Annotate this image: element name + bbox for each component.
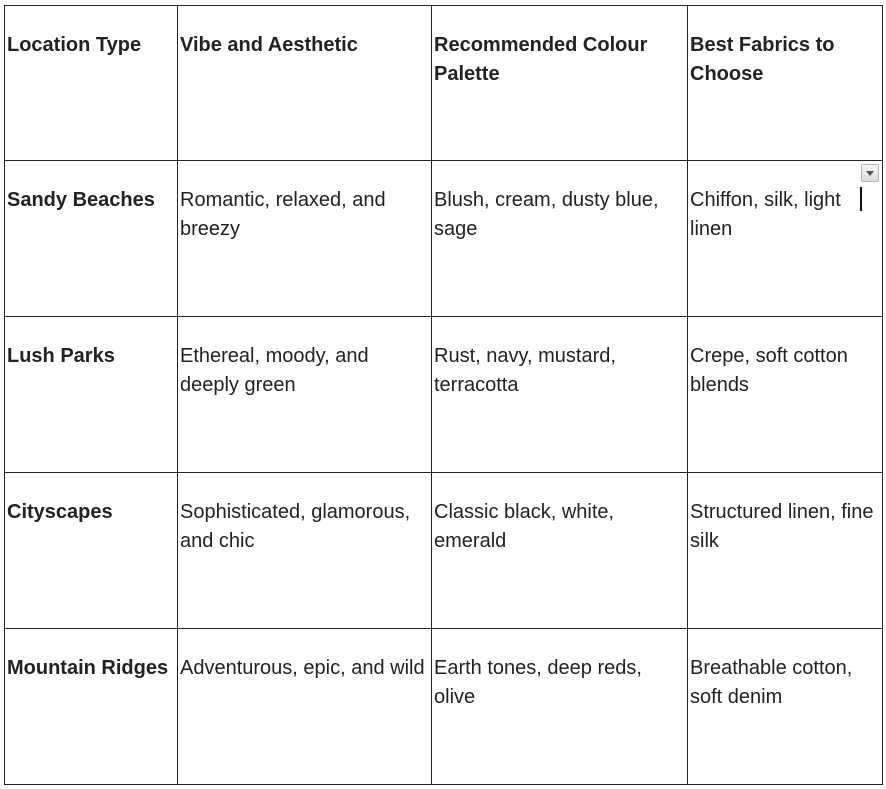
cell-text: Chiffon, silk, light linen (690, 189, 841, 240)
table-cell[interactable] (5, 629, 178, 785)
cell-text: Sandy Beaches (7, 189, 155, 211)
cell-text: Earth tones, deep reds, olive (434, 657, 642, 708)
cell-text: Cityscapes (7, 501, 113, 523)
table-cell[interactable] (5, 317, 178, 473)
table-cell[interactable] (178, 473, 432, 629)
header-cell-colour-palette[interactable] (432, 6, 688, 161)
comparison-table (4, 5, 883, 785)
cell-text: Romantic, relaxed, and breezy (180, 189, 386, 240)
table-row (5, 317, 883, 473)
table-cell[interactable] (5, 473, 178, 629)
table-cell[interactable] (688, 629, 883, 785)
cell-menu-button[interactable] (861, 164, 879, 182)
header-cell-vibe[interactable] (178, 6, 432, 161)
table-cell[interactable] (432, 629, 688, 785)
header-label: Location Type (7, 34, 142, 56)
table-cell[interactable] (432, 317, 688, 473)
cell-text: Structured linen, fine silk (690, 501, 874, 552)
header-label: Best Fabrics to Choose (690, 34, 835, 85)
active-table-cell[interactable] (688, 161, 883, 317)
table-row (5, 473, 883, 629)
cell-text: Lush Parks (7, 345, 115, 367)
cell-text: Sophisticated, glamorous, and chic (180, 501, 411, 552)
table-cell[interactable] (688, 317, 883, 473)
chevron-down-icon (866, 171, 874, 176)
header-cell-fabrics[interactable] (688, 6, 883, 161)
table-row (5, 629, 883, 785)
header-label: Vibe and Aesthetic (180, 34, 358, 56)
text-cursor (860, 187, 862, 211)
table-header-row (5, 6, 883, 161)
cell-text-wrapper (688, 161, 882, 244)
table-cell[interactable] (432, 473, 688, 629)
table-cell[interactable] (178, 161, 432, 317)
cell-text: Classic black, white, emerald (434, 501, 615, 552)
cell-text: Crepe, soft cotton blends (690, 345, 848, 396)
header-label: Recommended Colour Palette (434, 34, 648, 85)
cell-text: Blush, cream, dusty blue, sage (434, 189, 659, 240)
cell-text: Ethereal, moody, and deeply green (180, 345, 369, 396)
header-cell-location-type[interactable] (5, 6, 178, 161)
table-cell[interactable] (688, 473, 883, 629)
cell-text: Rust, navy, mustard, terracotta (434, 345, 616, 396)
table-cell[interactable] (178, 629, 432, 785)
cell-text: Breathable cotton, soft denim (690, 657, 853, 708)
table-row (5, 161, 883, 317)
table-cell[interactable] (178, 317, 432, 473)
table-cell[interactable] (5, 161, 178, 317)
cell-text: Mountain Ridges (7, 657, 169, 679)
cell-text: Adventurous, epic, and wild (180, 657, 425, 679)
table-cell[interactable] (432, 161, 688, 317)
